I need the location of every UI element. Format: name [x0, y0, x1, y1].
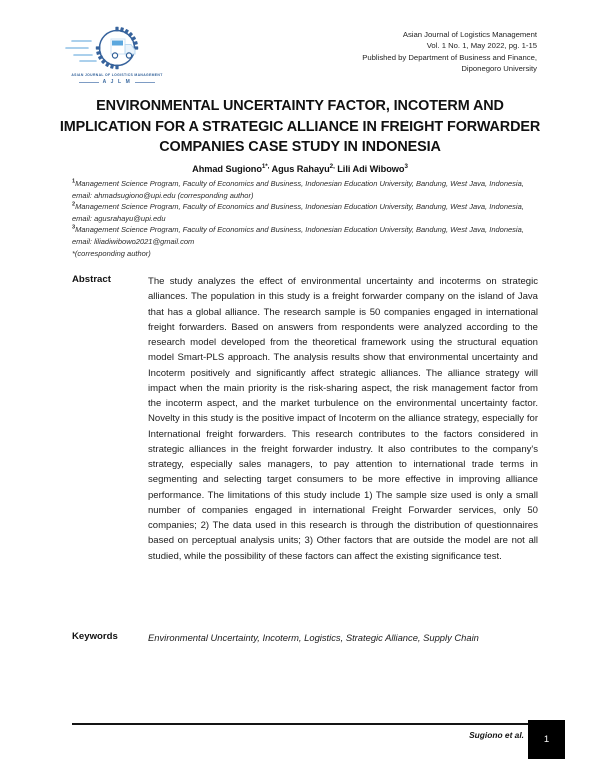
keywords-text: Environmental Uncertainty, Incoterm, Logistics, Strategic Alliance, Supply Chain	[148, 632, 479, 643]
affiliation-marker-3: 3	[72, 224, 76, 231]
author-marker-1: 1*,	[261, 162, 270, 170]
title-block	[50, 96, 550, 174]
journal-university: Diponegoro University	[461, 64, 537, 74]
affiliation-text-3: Management Science Program, Faculty of Economics and Business, Indonesian Education University, Bandung, West Java, Indonesia, email: liliadiwibowo2021@gmail.com	[72, 225, 524, 246]
journal-logo-caption: ASIAN JOURNAL OF LOGISTICS MANAGEMENT	[71, 73, 163, 77]
page-number: 1	[528, 720, 565, 759]
page-title: ENVIRONMENTAL UNCERTAINTY FACTOR, INCOTERM AND IMPLICATION FOR A STRATEGIC ALLIANCE IN FREIGHT FORWARDER COMPANIES CASE STUDY IN INDONESIA	[59, 98, 541, 155]
affiliation-marker-1: 1	[72, 178, 76, 185]
affiliation-block	[72, 178, 538, 259]
keywords-section	[72, 631, 538, 645]
journal-logo	[58, 26, 176, 98]
author-list	[50, 164, 550, 174]
footer-divider	[72, 723, 538, 725]
abstract-label: Abstract	[72, 274, 111, 285]
affiliation-2	[72, 201, 538, 224]
author-marker-2: 2,	[329, 162, 335, 170]
author-name-3: Lili Adi Wibowo	[337, 163, 405, 174]
journal-logo-gear-truck-icon	[58, 26, 176, 72]
abstract-text: The study analyzes the effect of environmental uncertainty and incoterms on strategic alliances. The population in this study is a freight forwarder company on the island of Java that has a global alliance. The research sample is 50 companies engaged in international freight forwarders. Based on answers from respondents were analyzed according to the research model developed from the theoretical framework using the structural equation model Smart-PLS approach. The analysis results show that environmental uncertainty and Incoterm positively and significantly affect strategic alliances. The alliance strategy will impact when the main priority is the risk-sharing aspect, the risk management factor from the incoterm aspect, and the market turbulence on the environmental uncertainty factor. Novelty in this study is the positive impact of Incoterm on the alliance strategy, especially for International freight forwarders. This research contributes to the factors considered in strategic alliances in the freight forwarder industry. It also contributes to the company's strategy, especially sales managers, to pay attention to international trade terms in segmenting and selecting target consumers to be more effective in improving alliance performance. The limitations of this study include 1) The sample size used is only a small number of companies engaged in international Freight Forwarder services, only 50 companies; 2) The data used in this research is through the distribution of questionnaires based on perceptual analysis units; 3) Other factors that are outside the model are not all studied, while the possibility of these factors can affect the existing significance test.	[148, 276, 538, 562]
footer-running-author: Sugiono et al.	[469, 730, 524, 740]
affiliation-marker-2: 2	[72, 201, 76, 208]
journal-volume-issue: Vol. 1 No. 1, May 2022, pg. 1-15	[426, 41, 537, 51]
journal-metadata	[237, 29, 537, 75]
abstract-section	[72, 274, 538, 564]
author-name-1: Ahmad Sugiono	[192, 163, 262, 174]
logo-rule-left	[79, 82, 99, 83]
page-footer	[0, 714, 600, 754]
journal-publisher: Published by Department of Business and Finance,	[362, 52, 537, 62]
journal-name: Asian Journal of Logistics Management	[402, 30, 537, 39]
affiliation-3	[72, 224, 538, 247]
affiliation-text-2: Management Science Program, Faculty of Economics and Business, Indonesian Education University, Bandung, West Java, Indonesia, email: agusrahayu@upi.edu	[72, 202, 524, 223]
journal-logo-acronym: A J L M	[102, 79, 132, 85]
keywords-label: Keywords	[72, 631, 118, 642]
author-name-2: Agus Rahayu	[271, 163, 330, 174]
corresponding-author-note: *(corresponding author)	[72, 248, 151, 258]
journal-logo-acronym-row	[58, 79, 176, 85]
logo-rule-right	[135, 82, 155, 83]
author-marker-3: 3	[404, 162, 408, 170]
affiliation-1	[72, 178, 538, 201]
affiliation-text-1: Management Science Program, Faculty of Economics and Business, Indonesian Education University, Bandung, West Java, Indonesia, email: ahmadsugiono@upi.edu (corresponding author)	[72, 179, 524, 200]
page-header	[0, 26, 600, 100]
